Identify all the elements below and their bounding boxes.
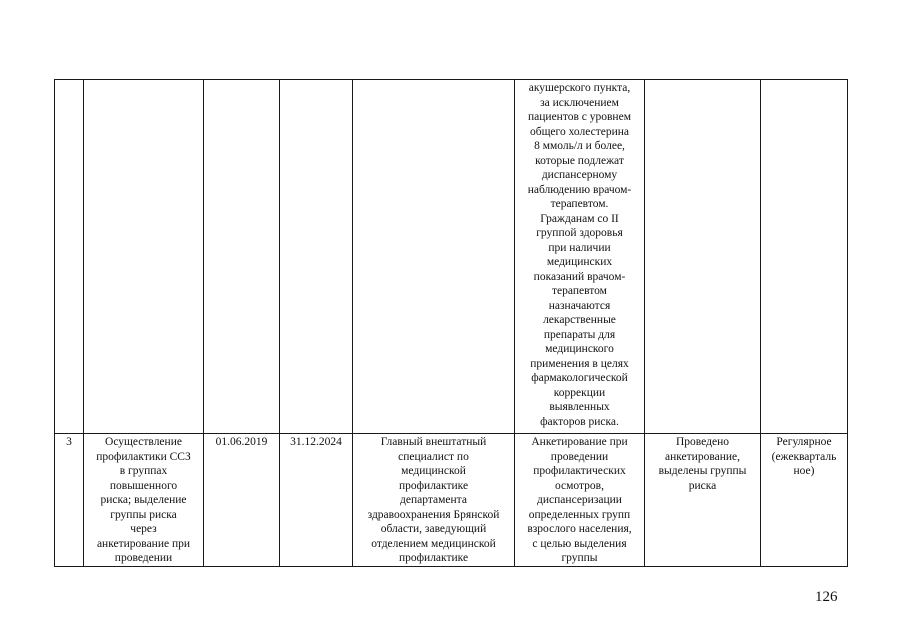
cell-end-date: [280, 434, 353, 567]
result-text: Проведено анкетирование, выделены группы риска: [658, 436, 747, 492]
row-number: 3: [66, 436, 72, 448]
cell-number: [55, 80, 84, 434]
frequency-text: Регулярное (ежекварталь ное): [771, 436, 837, 477]
cell-responsible: [353, 80, 515, 434]
responsible-text: Главный внештатный специалист по медицинской профилактике департамента здравоохранения Брянской области, заведующий отделением медицинской профилактике: [367, 436, 500, 564]
cell-start-date: [204, 434, 280, 567]
cell-start-date: [204, 80, 280, 434]
cell-frequency: [761, 80, 848, 434]
cell-measure: [84, 80, 204, 434]
cell-number: [55, 434, 84, 567]
measure-text: Осуществление профилактики ССЗ в группах повышенного риска; выделение группы риска через анкетирование при проведении: [96, 436, 191, 564]
description-text: Анкетирование при проведении профилактических осмотров, диспансеризации определенных групп взрослого населения, с целью выделения группы: [527, 436, 632, 564]
table-row-3: [55, 434, 848, 567]
cell-result: [645, 434, 761, 567]
cell-result: [645, 80, 761, 434]
measures-table: [54, 79, 848, 567]
cell-measure: [84, 434, 204, 567]
cell-frequency: [761, 434, 848, 567]
description-text: акушерского пункта, за исключением пациентов с уровнем общего холестерина 8 ммоль/л и более, которые подлежат диспансерному наблюдению врачом- терапевтом. Гражданам со II группой здоровья при наличии медицинских показаний врачом- терапевтом назначаются лекарственные препараты для медицинского применения в целях фармакологической коррекции выявленных факторов риска.: [527, 82, 632, 428]
cell-end-date: [280, 80, 353, 434]
table-row-continuation: [55, 80, 848, 434]
cell-description: [515, 434, 645, 567]
end-date: 31.12.2024: [290, 436, 342, 448]
start-date: 01.06.2019: [215, 436, 268, 448]
cell-description: [515, 80, 645, 434]
cell-responsible: [353, 434, 515, 567]
page-number: 126: [815, 589, 838, 605]
